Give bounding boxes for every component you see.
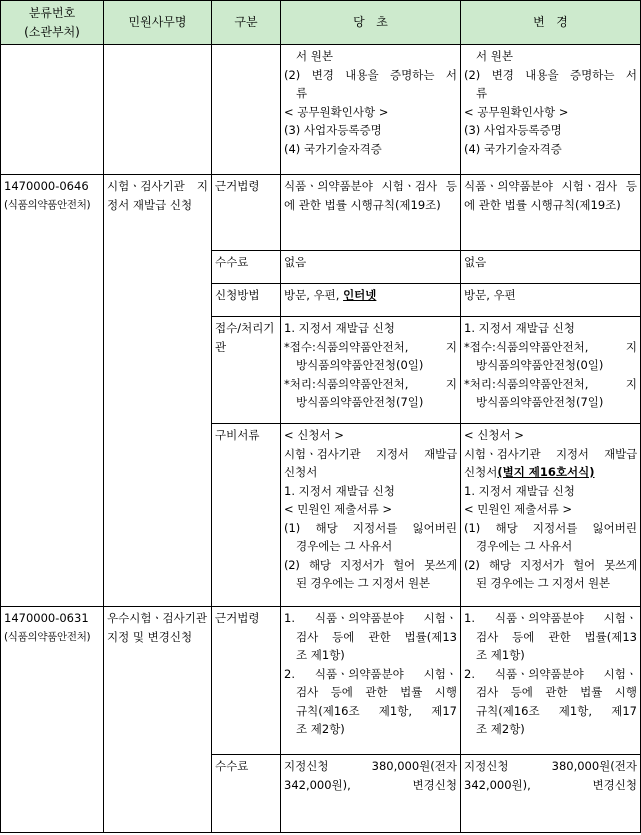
- r1-docs-after-line: 된 경우에는 그 지정서 원본: [476, 576, 610, 590]
- r2-basis-after-line: 1. 식품ㆍ의약품분야 시험ㆍ: [464, 611, 637, 625]
- r2-code-cell: [1, 607, 104, 833]
- cont-before-line: < 공무원확인사항 >: [284, 104, 389, 119]
- r2-basis-after-line: 조 제2항): [476, 722, 525, 736]
- header-code-label: 분류번호 (소관부처): [24, 6, 80, 39]
- r2-basis-after: [461, 607, 641, 755]
- r1-agency-before: [281, 317, 461, 424]
- r1-method-before-text: 방문, 우편,: [284, 288, 344, 302]
- r1-agency-after-line: 1. 지정서 재발급 신청: [464, 321, 575, 335]
- r2-basis-before-line: 조 제2항): [296, 722, 345, 736]
- r1-docs-before-line: 신청서: [284, 465, 318, 479]
- r1-basis-label: 근거법령: [212, 175, 281, 251]
- r1-agency: (식품의약품안전처): [4, 198, 91, 211]
- r1-docs-after-form-line: [464, 463, 637, 482]
- r1-agency-before-line: *접수:식품의약품안전처, 지: [284, 339, 457, 354]
- r2-code: 1470000-0631: [4, 611, 89, 625]
- cont-after-cell: [461, 45, 641, 175]
- r1-agency-after-line: *처리:식품의약품안전처, 지: [464, 376, 637, 391]
- r1-basis-after-text: 식품ㆍ의약품분야 시험ㆍ검사 등에 관한 법률 시행규칙(제19조): [464, 179, 637, 212]
- r1-agency-after-line: 방식품의약품안전청(0일): [476, 358, 604, 372]
- r1-basis-before: [281, 175, 461, 251]
- header-before: 당 초: [281, 1, 461, 45]
- r1-agency-after: [461, 317, 641, 424]
- r2-fee-after: [461, 755, 641, 833]
- r2-basis-after-line: 2. 식품ㆍ의약품분야 시험ㆍ: [464, 666, 637, 681]
- r1-fee-label: 수수료: [212, 251, 281, 284]
- r1-agency-before-line: *처리:식품의약품안전처, 지: [284, 376, 457, 391]
- r1-service: 시험ㆍ검사기관 지정서 재발급 신청: [107, 179, 208, 212]
- r2-basis-after-line: 조 제1항): [476, 648, 525, 662]
- r1-docs-before-line: (1) 해당 지정서를 잃어버린: [284, 520, 457, 535]
- r2-basis-before-line: 검사 등에 관한 법률 시행: [296, 685, 457, 699]
- cont-code-cell: [1, 45, 104, 175]
- r1-docs-after-new: (별지 제16호서식): [497, 465, 595, 479]
- cont-service-cell: [104, 45, 212, 175]
- cont-before-line: (3) 사업자등록증명: [284, 123, 382, 137]
- r1-docs-after-line: (2) 해당 지정서가 헐어 못쓰게: [464, 557, 637, 572]
- r2-basis-before-line: 규칙(제16조 제1항, 제17: [296, 703, 457, 718]
- r1-docs-before: [281, 424, 461, 607]
- r2-fee-after-line: 342,000원), 변경신청: [464, 777, 637, 792]
- cont-before-line: (4) 국가기술자격증: [284, 141, 382, 156]
- r2-basis-after-line: 검사 등에 관한 법률(제13: [476, 629, 637, 644]
- r1-docs-before-line: 경우에는 그 사유서: [296, 539, 393, 553]
- cont-after-line: 서 원본: [476, 49, 513, 63]
- r1-service-cell: [104, 175, 212, 607]
- cont-after-line: < 공무원확인사항 >: [464, 104, 569, 119]
- cont-after-line: (4) 국가기술자격증: [464, 141, 562, 156]
- r2-basis-after-line: 규칙(제16조 제1항, 제17: [476, 703, 637, 718]
- r1-agency-before-line: 방식품의약품안전청(7일): [296, 395, 424, 409]
- r1-method-before-new: 인터넷: [343, 288, 377, 302]
- r1-method-before: [281, 284, 461, 317]
- cont-before-line: 류: [296, 86, 308, 100]
- r1-docs-before-line: (2) 해당 지정서가 헐어 못쓰게: [284, 557, 457, 572]
- r1-docs-after-line: 1. 지정서 재발급 신청: [464, 483, 575, 498]
- r2-agency: (식품의약품안전처): [4, 630, 91, 643]
- r2-service: 우수시험ㆍ검사기관 지정 및 변경신청: [107, 611, 207, 644]
- r2-fee-label: 수수료: [212, 755, 281, 833]
- r1-docs-before-line: < 민원인 제출서류 >: [284, 502, 393, 516]
- r1-docs-after-form: 신청서: [464, 465, 498, 479]
- r1-fee-after: 없음: [461, 251, 641, 284]
- r1-docs-before-line: 된 경우에는 그 지정서 원본: [296, 576, 430, 590]
- r1-basis-after: [461, 175, 641, 251]
- cont-after-line: (2) 변경 내용을 증명하는 서: [464, 67, 637, 82]
- cont-after-line: (3) 사업자등록증명: [464, 123, 562, 137]
- r1-basis-before-text: 식품ㆍ의약품분야 시험ㆍ검사 등에 관한 법률 시행규칙(제19조): [284, 179, 457, 212]
- cont-before-line: (2) 변경 내용을 증명하는 서: [284, 67, 457, 82]
- cont-before-cell: [281, 45, 461, 175]
- r1-agency-before-line: 방식품의약품안전청(0일): [296, 358, 424, 372]
- r1-docs-before-line: < 신청서 >: [284, 428, 344, 442]
- r1-code: 1470000-0646: [4, 179, 89, 193]
- r1-docs-after-line: < 신청서 >: [464, 428, 524, 442]
- cont-category-cell: [212, 45, 281, 175]
- r2-basis-before-line: 1. 식품ㆍ의약품분야 시험ㆍ: [284, 611, 457, 625]
- r2-service-cell: [104, 607, 212, 833]
- r1-docs-before-line: 시험ㆍ검사기관 지정서 재발급: [284, 446, 457, 461]
- r2-basis-before-line: 2. 식품ㆍ의약품분야 시험ㆍ: [284, 666, 457, 681]
- r1-docs-after: [461, 424, 641, 607]
- r1-docs-label: 구비서류: [212, 424, 281, 607]
- header-category: 구분: [212, 1, 281, 45]
- r2-basis-before: [281, 607, 461, 755]
- r1-docs-after-line: < 민원인 제출서류 >: [464, 502, 573, 516]
- r1-code-cell: [1, 175, 104, 607]
- r2-fee-before: [281, 755, 461, 833]
- cont-before-line: 서 원본: [296, 49, 333, 63]
- r1-docs-after-line: (1) 해당 지정서를 잃어버린: [464, 520, 637, 535]
- cont-after-line: 류: [476, 86, 488, 100]
- r1-agency-after-line: 방식품의약품안전청(7일): [476, 395, 604, 409]
- r2-basis-before-line: 검사 등에 관한 법률(제13: [296, 629, 457, 644]
- r2-basis-before-line: 조 제1항): [296, 648, 345, 662]
- r2-fee-before-line: 지정신청 380,000원(전자: [284, 759, 457, 773]
- r1-docs-after-line: 경우에는 그 사유서: [476, 539, 573, 553]
- header-after: 변 경: [461, 1, 641, 45]
- header-code: [1, 1, 104, 45]
- r1-agency-label: 접수/처리기관: [212, 317, 281, 424]
- r2-basis-label: 근거법령: [212, 607, 281, 755]
- r1-agency-after-line: *접수:식품의약품안전처, 지: [464, 339, 637, 354]
- r1-method-after: 방문, 우편: [461, 284, 641, 317]
- header-service: 민원사무명: [104, 1, 212, 45]
- r1-docs-before-line: 1. 지정서 재발급 신청: [284, 483, 395, 498]
- r2-basis-after-line: 검사 등에 관한 법률 시행: [476, 685, 637, 699]
- r2-fee-before-line: 342,000원), 변경신청: [284, 777, 457, 792]
- r1-method-label: 신청방법: [212, 284, 281, 317]
- r2-fee-after-line: 지정신청 380,000원(전자: [464, 759, 637, 773]
- r1-fee-before: 없음: [281, 251, 461, 284]
- r1-agency-before-line: 1. 지정서 재발급 신청: [284, 321, 395, 335]
- r1-docs-after-line: 시험ㆍ검사기관 지정서 재발급: [464, 446, 637, 461]
